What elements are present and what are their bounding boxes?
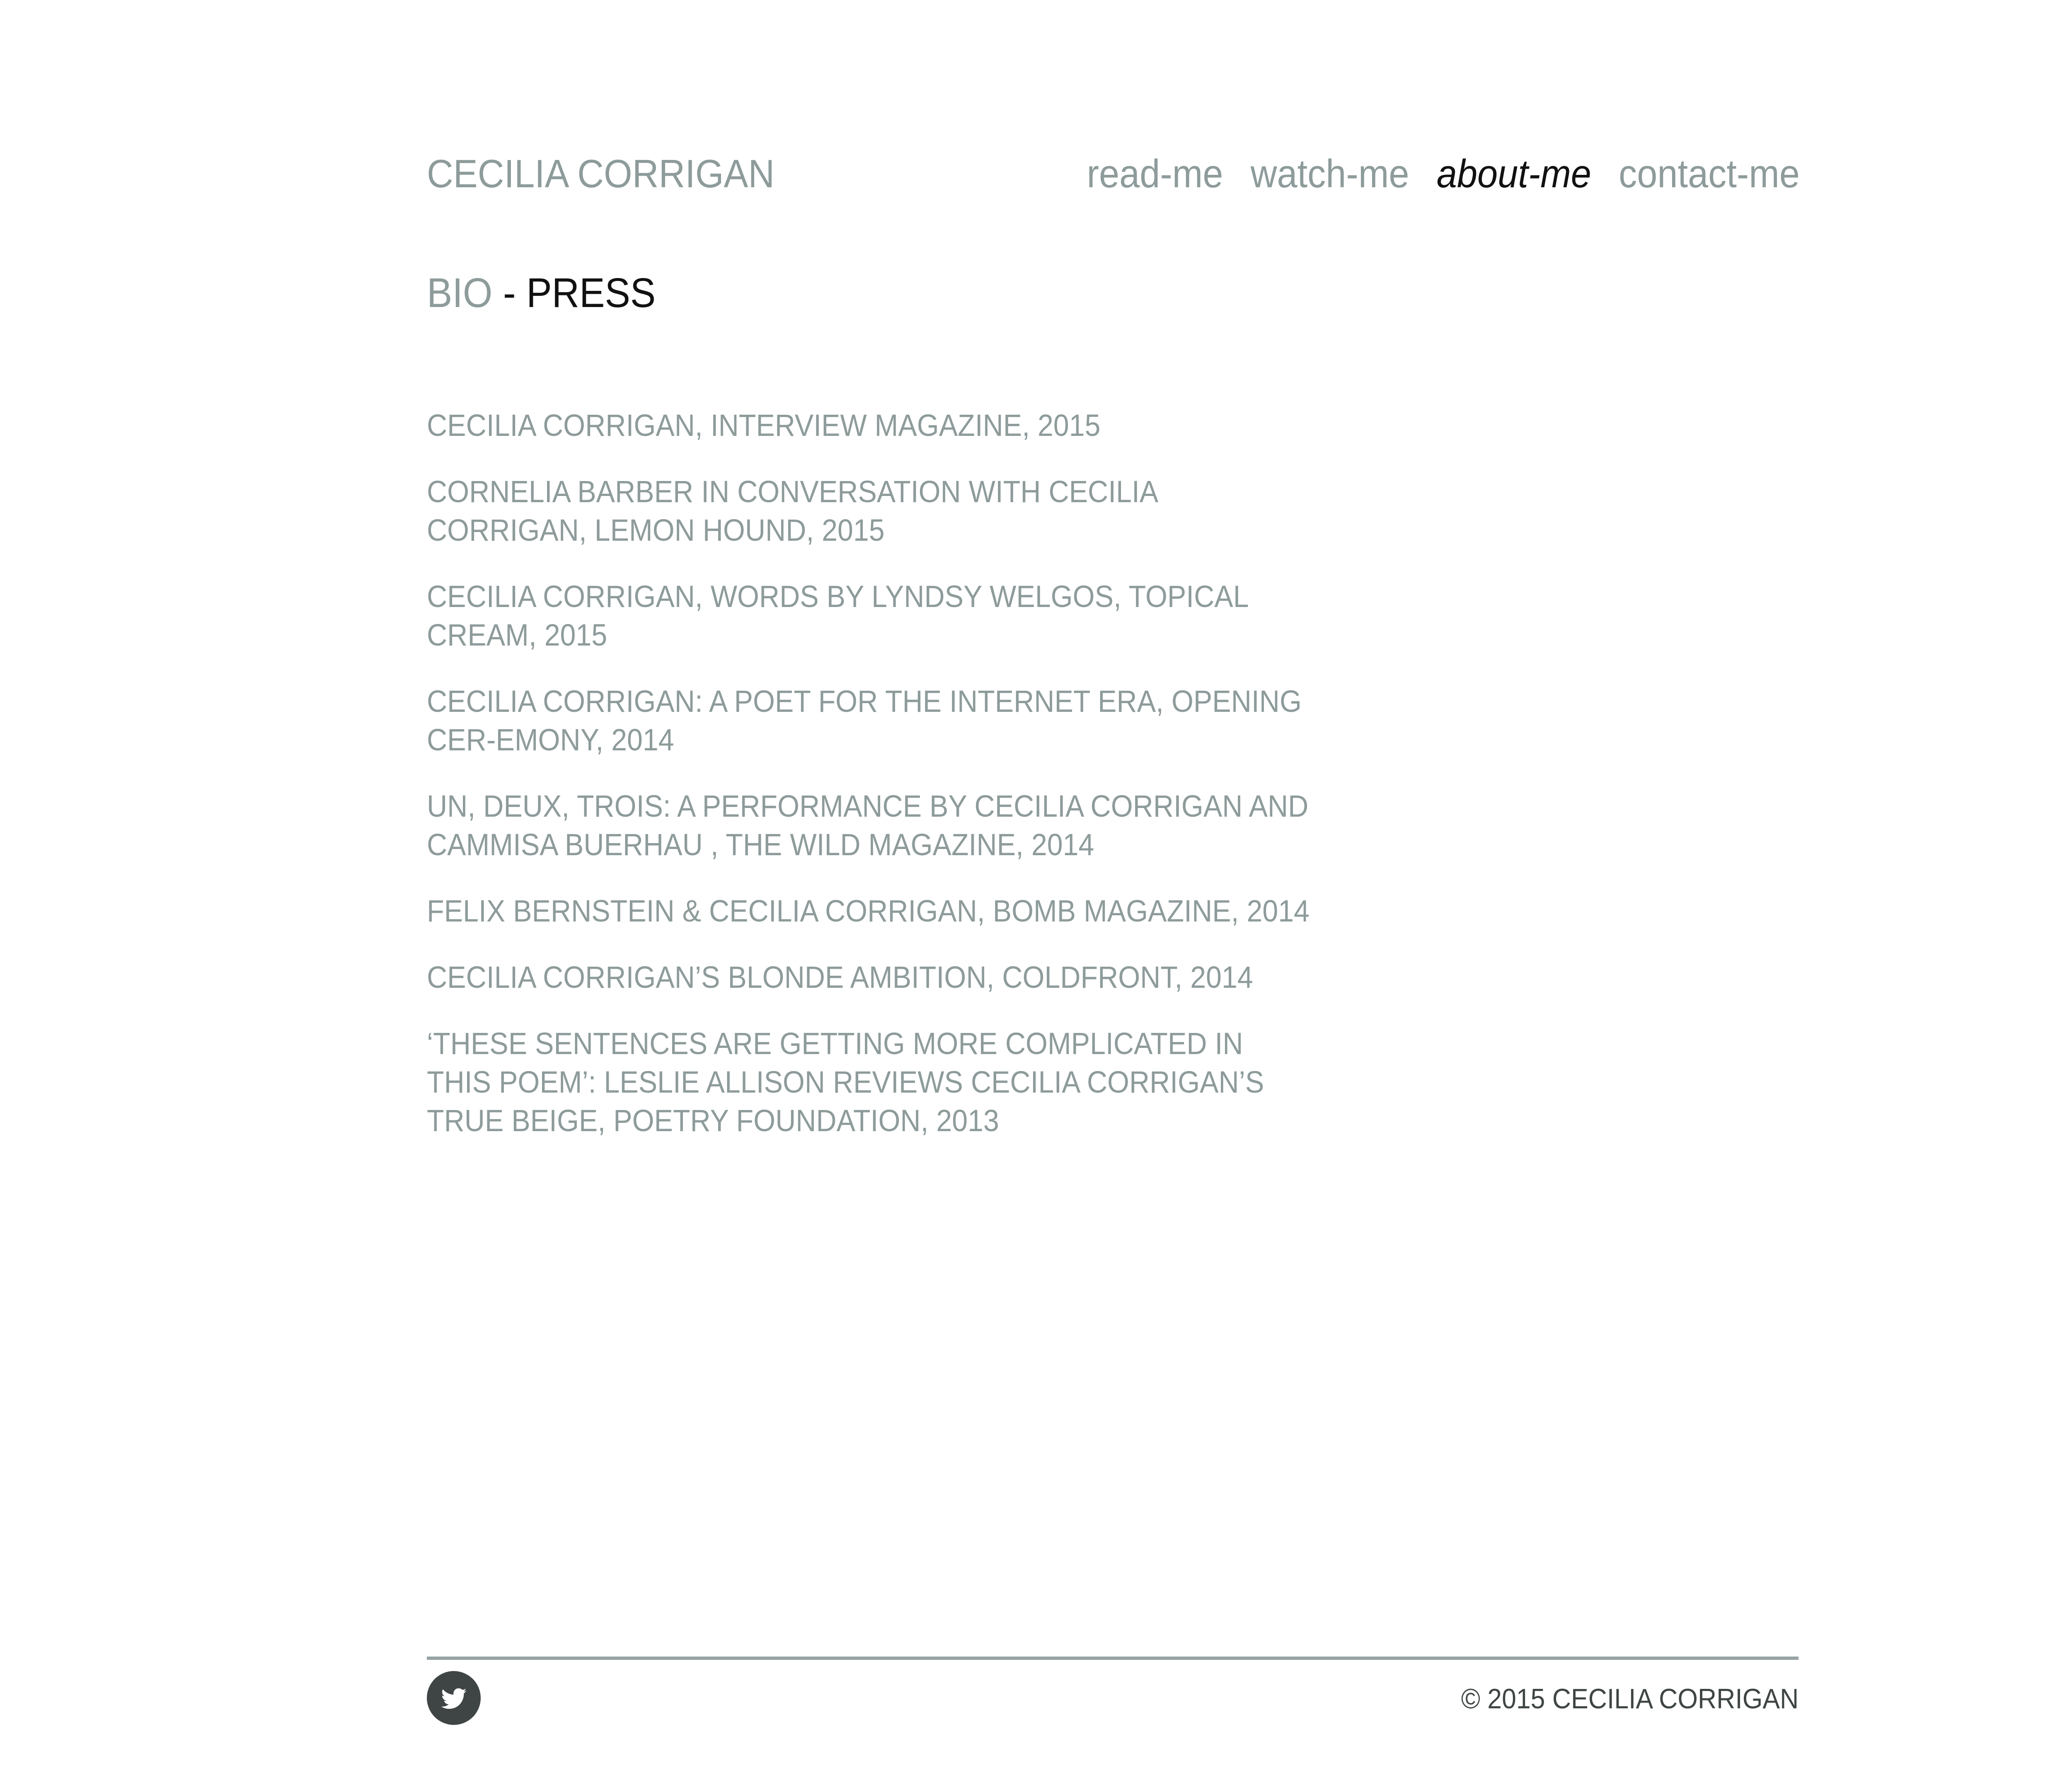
nav-item-about-me[interactable]: about-me bbox=[1436, 152, 1591, 196]
press-link[interactable]: CECILIA CORRIGAN, INTERVIEW MAGAZINE, 2015 bbox=[427, 408, 1101, 443]
press-link[interactable]: FELIX BERNSTEIN & CECILIA CORRIGAN, BOMB MAGAZINE, 2014 bbox=[427, 894, 1310, 928]
subnav-bio-link[interactable]: BIO bbox=[427, 270, 493, 316]
press-list bbox=[427, 406, 1311, 1168]
press-link[interactable]: CORNELIA BARBER IN CONVERSATION WITH CECILIA CORRIGAN, LEMON HOUND, 2015 bbox=[427, 474, 1157, 547]
footer-divider bbox=[427, 1657, 1798, 1660]
subnav-separator: - bbox=[503, 270, 516, 316]
press-link[interactable]: UN, DEUX, TROIS: A PERFORMANCE BY CECILIA CORRIGAN AND CAMMISA BUERHAU , THE WILD MAGAZINE, 2014 bbox=[427, 789, 1309, 862]
nav-item-contact-me[interactable]: contact-me bbox=[1619, 152, 1800, 196]
nav-item-read-me[interactable]: read-me bbox=[1087, 152, 1223, 196]
press-link[interactable]: CECILIA CORRIGAN, WORDS BY LYNDSY WELGOS, TOPICAL CREAM, 2015 bbox=[427, 579, 1248, 652]
press-link[interactable]: ‘THESE SENTENCES ARE GETTING MORE COMPLICATED IN THIS POEM’: LESLIE ALLISON REVIEWS CECILIA CORRIGAN’S TRUE BEIGE, POETRY FOUNDATION, 2013 bbox=[427, 1026, 1264, 1138]
copyright-text: © 2015 CECILIA CORRIGAN bbox=[1461, 1683, 1798, 1715]
nav-item-watch-me[interactable]: watch-me bbox=[1250, 152, 1409, 196]
twitter-icon bbox=[439, 1683, 468, 1712]
twitter-link[interactable] bbox=[427, 1671, 481, 1725]
subnav-press-current: PRESS bbox=[526, 270, 656, 316]
main-nav bbox=[1087, 149, 1800, 199]
about-subnav bbox=[427, 267, 656, 319]
site-title[interactable]: CECILIA CORRIGAN bbox=[427, 152, 775, 196]
press-link[interactable]: CECILIA CORRIGAN: A POET FOR THE INTERNET ERA, OPENING CER-EMONY, 2014 bbox=[427, 684, 1302, 757]
press-link[interactable]: CECILIA CORRIGAN’S BLONDE AMBITION, COLDFRONT, 2014 bbox=[427, 960, 1253, 994]
